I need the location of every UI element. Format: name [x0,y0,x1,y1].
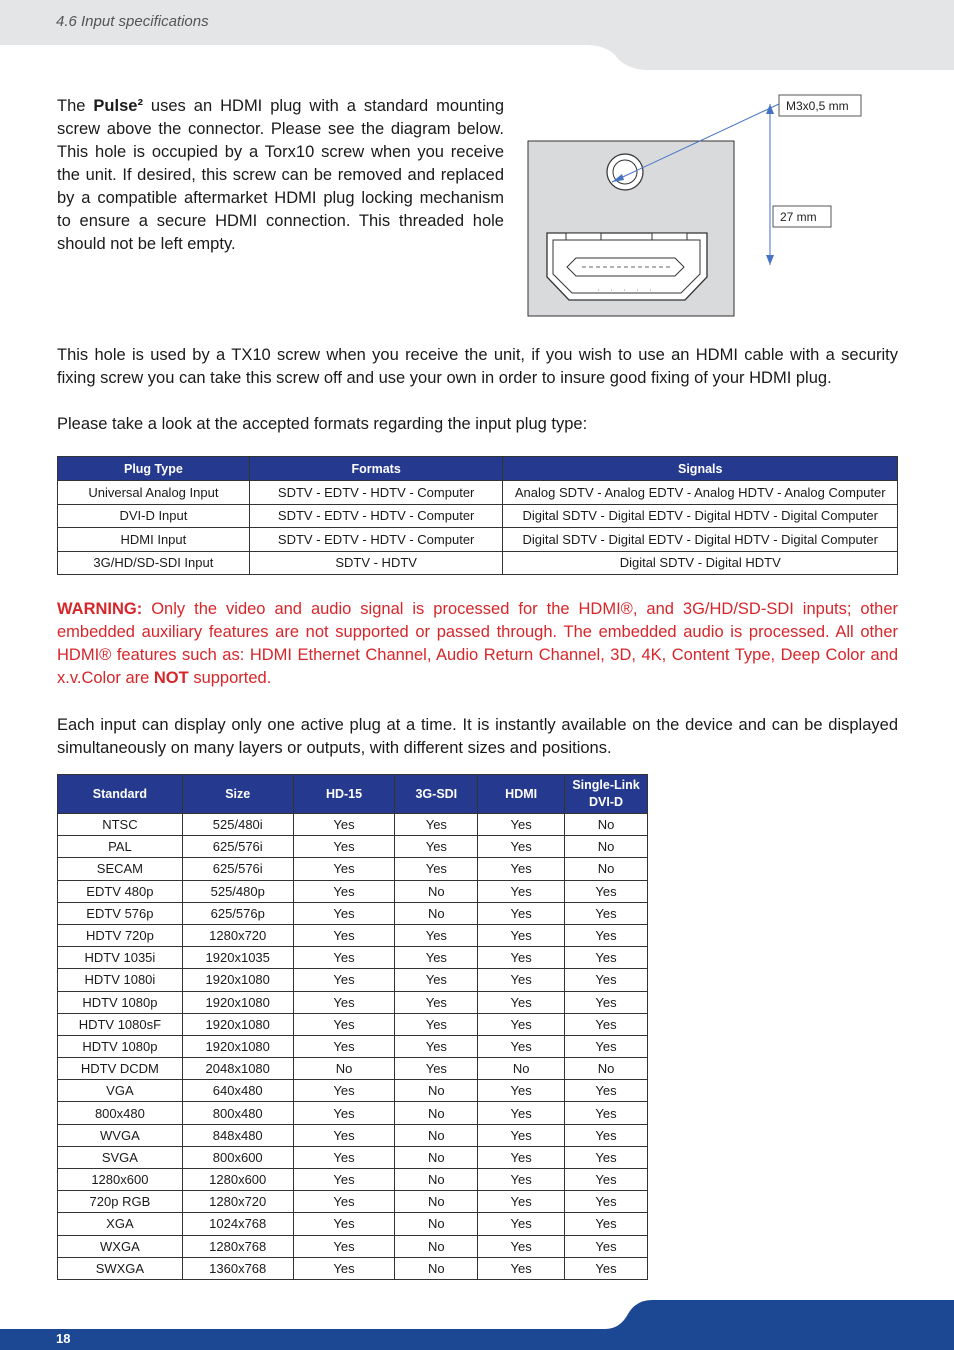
standards-table-cell: No [395,1191,478,1213]
standards-table-cell: Yes [478,1235,565,1257]
table-row [58,1257,648,1279]
plug-table-cell: SDTV - HDTV [249,551,503,575]
standards-table-cell: Yes [565,1013,648,1035]
standards-table-cell: 1280x600 [58,1169,183,1191]
standards-table-cell: 800x480 [182,1102,293,1124]
standards-table-cell: Yes [478,1013,565,1035]
plug-table-cell: SDTV - EDTV - HDTV - Computer [249,481,503,505]
standards-table-cell: Yes [293,1235,395,1257]
table-row [58,1169,648,1191]
standards-table-cell: SWXGA [58,1257,183,1279]
standards-table-cell: Yes [293,1191,395,1213]
standards-table-cell: No [395,1235,478,1257]
hdmi-connector-diagram [510,90,870,330]
standards-table-cell: Yes [395,1013,478,1035]
standards-table-cell: 1920x1080 [182,1013,293,1035]
standards-table-cell: No [395,1124,478,1146]
standards-table-cell: Yes [478,858,565,880]
standards-table-cell: Yes [565,1080,648,1102]
table-row [58,1102,648,1124]
plug-table-cell: SDTV - EDTV - HDTV - Computer [249,504,503,528]
standards-table-cell: Yes [478,924,565,946]
standards-table-cell: Yes [293,1213,395,1235]
table-row [58,1013,648,1035]
standards-table-cell: Yes [565,1169,648,1191]
table-row [58,814,648,836]
standards-table-cell: Yes [293,880,395,902]
paragraph-security-screw: This hole is used by a TX10 screw when you receive the unit, if you wish to use an HDMI cable with a security fixing screw you can take this screw off and use your own in order to insure good fixing of your HDMI plug. [57,346,898,387]
standards-table-cell: Yes [565,1191,648,1213]
standards-table-cell: Yes [293,1146,395,1168]
standards-table-cell: 640x480 [182,1080,293,1102]
standards-table-cell: Yes [565,1124,648,1146]
screw-size-label: M3x0,5 mm [786,99,849,113]
standards-table-cell: No [395,1102,478,1124]
standards-table-cell: Yes [565,1035,648,1057]
standards-table-cell: 1920x1035 [182,947,293,969]
standards-table-cell: Yes [395,947,478,969]
table-row [58,836,648,858]
standards-table-cell: Yes [293,1013,395,1035]
standards-table-header-cell: HD-15 [293,775,395,814]
table-row [58,1146,648,1168]
standards-table-cell: Yes [293,947,395,969]
standards-table-cell: No [565,814,648,836]
standards-table-cell: Yes [395,814,478,836]
plug-table-header-cell: Formats [249,457,503,481]
plug-table-cell: SDTV - EDTV - HDTV - Computer [249,528,503,552]
standards-table-cell: Yes [565,1102,648,1124]
standards-table-cell: Yes [293,1124,395,1146]
plug-type-table [57,456,898,575]
standards-table-header-cell: 3G-SDI [395,775,478,814]
standards-table-cell: No [565,836,648,858]
standards-table-cell: No [478,1058,565,1080]
standards-table-cell: 1920x1080 [182,969,293,991]
standards-table-cell: 525/480p [182,880,293,902]
table-row [58,1213,648,1235]
standards-table-cell: Yes [395,969,478,991]
standards-table-cell: Yes [478,947,565,969]
standards-table-cell: No [565,858,648,880]
standards-table-cell: Yes [395,836,478,858]
plug-table-cell: 3G/HD/SD-SDI Input [58,551,250,575]
standards-table-cell: Yes [478,1257,565,1279]
standards-table-cell: Yes [478,1080,565,1102]
standards-table-cell: VGA [58,1080,183,1102]
standards-table-cell: No [395,1146,478,1168]
standards-table-cell: No [395,880,478,902]
warning-paragraph: WARNING: Only the video and audio signal is processed for the HDMI®, and 3G/HD/SD-SDI inputs; other embedded auxiliary features are not supported or passed through. The embedded audio is processed. All other HDMI® features such as: HDMI Ethernet Channel, Audio Return Channel, 3D, 4K, Content Type, Deep Color and x.v.Color are NOT supported. [57,600,898,687]
standards-table-cell: PAL [58,836,183,858]
standards-table-cell: SVGA [58,1146,183,1168]
standards-table-cell: Yes [565,1235,648,1257]
plug-table-cell: Digital SDTV - Digital EDTV - Digital HDTV - Digital Computer [503,504,898,528]
plug-table-header-cell: Plug Type [58,457,250,481]
table-row [58,858,648,880]
standards-table-cell: Yes [565,991,648,1013]
standards-table-cell: Yes [293,858,395,880]
table-row [58,1235,648,1257]
standards-table-cell: Yes [478,1146,565,1168]
plug-table-cell: Digital SDTV - Digital HDTV [503,551,898,575]
standards-table-cell: Yes [395,924,478,946]
header-band [0,0,954,70]
standards-table-cell: XGA [58,1213,183,1235]
standards-table-cell: 1280x720 [182,1191,293,1213]
standards-table-cell: Yes [478,836,565,858]
standards-table-cell: 800x600 [182,1146,293,1168]
plug-table-cell: Universal Analog Input [58,481,250,505]
standards-table-cell: Yes [565,880,648,902]
table-row [58,481,898,505]
table-row [58,1124,648,1146]
standards-table-cell: Yes [478,814,565,836]
screw-hole-icon [607,154,643,190]
table-row [58,1080,648,1102]
standards-table-cell: HDTV 1035i [58,947,183,969]
standards-table-cell: Yes [478,969,565,991]
standards-table-cell: Yes [293,836,395,858]
standards-table-cell: HDTV 1080i [58,969,183,991]
standards-table-cell: Yes [478,1124,565,1146]
standards-table-cell: 1280x768 [182,1235,293,1257]
distance-label: 27 mm [780,210,817,224]
standards-table-cell: 2048x1080 [182,1058,293,1080]
standards-table-cell: Yes [565,924,648,946]
paragraph-formats-intro: Please take a look at the accepted formats regarding the input plug type: [57,415,588,433]
standards-table-cell: HDTV 1080p [58,1035,183,1057]
table-row [58,947,648,969]
standards-table-cell: No [293,1058,395,1080]
standards-table-cell: 720p RGB [58,1191,183,1213]
standards-table-cell: No [565,1058,648,1080]
standards-table-cell: Yes [293,1035,395,1057]
standards-table-cell: Yes [293,1257,395,1279]
table-row [58,551,898,575]
standards-table-header-cell: Size [182,775,293,814]
standards-table-cell: Yes [478,991,565,1013]
table-row [58,969,648,991]
standards-table-cell: HDTV 720p [58,924,183,946]
standards-table-cell: Yes [478,1169,565,1191]
product-name: Pulse² [93,97,143,115]
standards-table-cell: Yes [293,991,395,1013]
standards-table-cell: Yes [565,1257,648,1279]
standards-table-cell: Yes [395,858,478,880]
standards-table-cell: WVGA [58,1124,183,1146]
table-row [58,528,898,552]
standards-table-cell: Yes [478,880,565,902]
table-row [58,1058,648,1080]
standards-table-cell: Yes [395,1035,478,1057]
standards-table-cell: Yes [478,1102,565,1124]
standards-table-cell: No [395,1213,478,1235]
standards-table-cell: 1024x768 [182,1213,293,1235]
standards-table-cell: WXGA [58,1235,183,1257]
intro-paragraph: The Pulse² uses an HDMI plug with a standard mounting screw above the connector. Please see the diagram below. This hole is occupied by a Torx10 screw when you receive the unit. If desired, this screw can be removed and replaced by a compatible aftermarket HDMI plug locking mechanism to ensure a secure HDMI connection. This threaded hole should not be left empty. [57,97,504,253]
standards-table-cell: No [395,1080,478,1102]
table-row [58,1191,648,1213]
standards-table-cell: No [395,902,478,924]
plug-table-cell: HDMI Input [58,528,250,552]
standards-table [57,774,648,1280]
table-row [58,991,648,1013]
standards-table-cell: Yes [565,1213,648,1235]
standards-table-cell: 1920x1080 [182,991,293,1013]
table-row [58,504,898,528]
standards-table-cell: 800x480 [58,1102,183,1124]
standards-table-cell: Yes [565,1146,648,1168]
standards-table-cell: No [395,1257,478,1279]
standards-table-cell: Yes [293,1169,395,1191]
standards-table-header-cell: Single-Link DVI-D [565,775,648,814]
standards-table-cell: SECAM [58,858,183,880]
standards-table-cell: HDTV 1080p [58,991,183,1013]
warning-label: WARNING: [57,600,143,618]
standards-table-cell: Yes [478,1035,565,1057]
plug-table-cell: Analog SDTV - Analog EDTV - Analog HDTV - Analog Computer [503,481,898,505]
standards-table-cell: NTSC [58,814,183,836]
standards-table-cell: Yes [293,1102,395,1124]
standards-table-cell: Yes [478,1191,565,1213]
standards-table-cell: Yes [293,814,395,836]
section-title: 4.6 Input specifications [56,13,209,30]
page-number: 18 [56,1331,71,1346]
standards-table-cell: EDTV 480p [58,880,183,902]
table-row [58,902,648,924]
plug-table-cell: Digital SDTV - Digital EDTV - Digital HDTV - Digital Computer [503,528,898,552]
standards-table-cell: 625/576i [182,836,293,858]
plug-table-cell: DVI-D Input [58,504,250,528]
standards-table-cell: Yes [293,902,395,924]
standards-table-cell: No [395,1169,478,1191]
table-row [58,1035,648,1057]
standards-table-cell: Yes [565,947,648,969]
standards-table-cell: EDTV 576p [58,902,183,924]
standards-table-cell: HDTV DCDM [58,1058,183,1080]
not-emphasis: NOT [153,669,189,687]
table-row [58,880,648,902]
standards-table-cell: Yes [395,1058,478,1080]
standards-table-header-cell: HDMI [478,775,565,814]
standards-table-cell: Yes [293,1080,395,1102]
standards-table-cell: 1280x600 [182,1169,293,1191]
standards-table-cell: Yes [565,902,648,924]
standards-table-cell: 1360x768 [182,1257,293,1279]
standards-table-cell: 525/480i [182,814,293,836]
standards-table-cell: Yes [293,969,395,991]
paragraph-active-plug: Each input can display only one active plug at a time. It is instantly available on the device and can be displayed simultaneously on many layers or outputs, with different sizes and positions. [57,716,898,757]
standards-table-cell: 848x480 [182,1124,293,1146]
standards-table-cell: 1920x1080 [182,1035,293,1057]
standards-table-cell: Yes [395,991,478,1013]
standards-table-cell: HDTV 1080sF [58,1013,183,1035]
standards-table-cell: Yes [478,1213,565,1235]
table-row [58,924,648,946]
footer-band [0,1300,954,1350]
standards-table-cell: Yes [293,924,395,946]
standards-table-header-cell: Standard [58,775,183,814]
standards-table-cell: 625/576p [182,902,293,924]
standards-table-cell: 625/576i [182,858,293,880]
standards-table-cell: Yes [565,969,648,991]
standards-table-cell: 1280x720 [182,924,293,946]
standards-table-cell: Yes [478,902,565,924]
plug-table-header-cell: Signals [503,457,898,481]
